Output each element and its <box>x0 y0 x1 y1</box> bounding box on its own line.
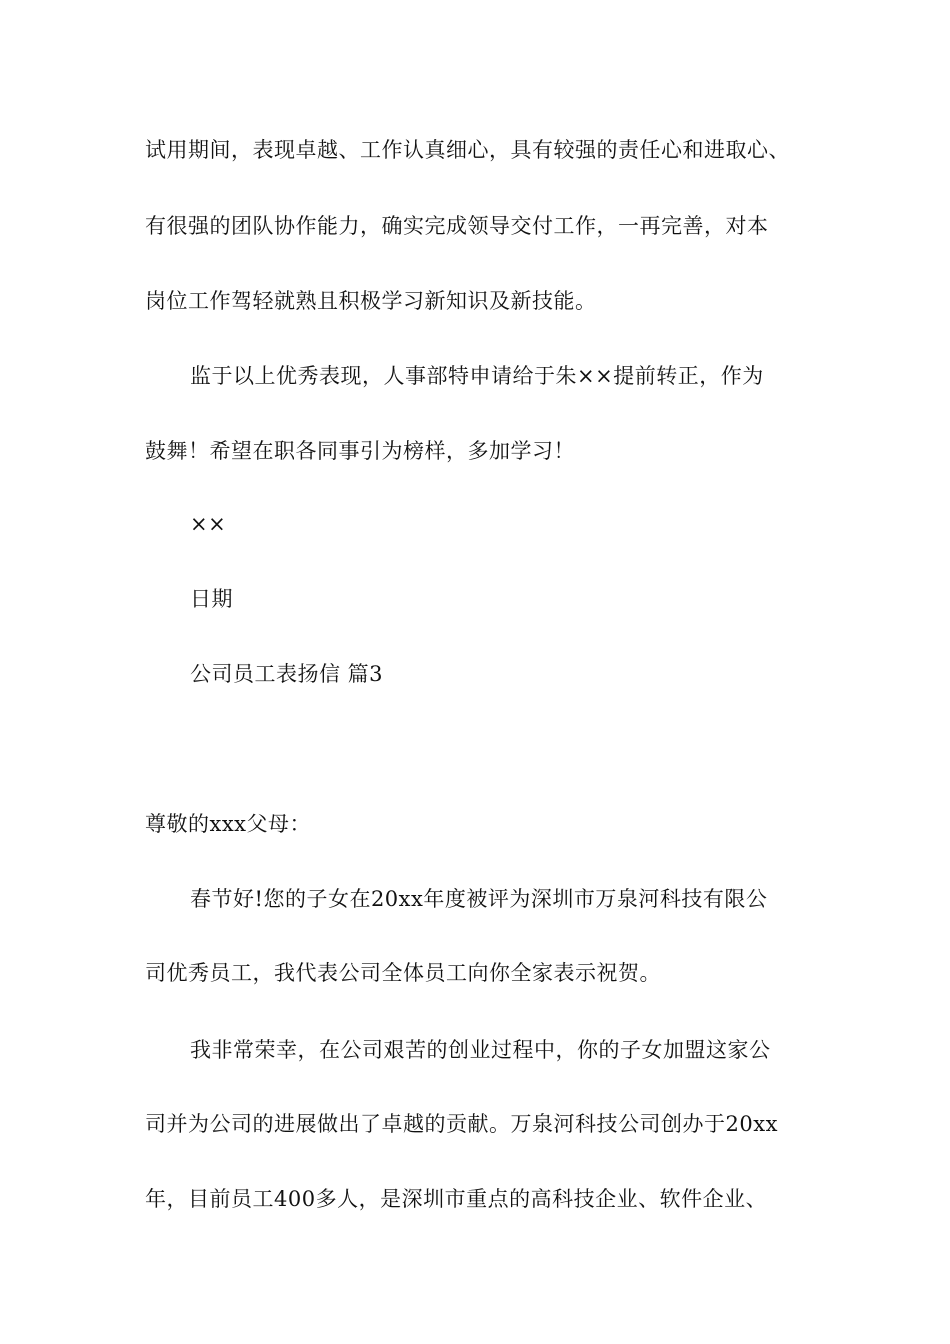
paragraph-line: 司优秀员工，我代表公司全体员工向你全家表示祝贺。 <box>145 961 661 985</box>
salutation: 尊敬的xxx父母： <box>145 812 312 836</box>
signature-name: ×× <box>190 512 227 536</box>
paragraph-line: 春节好!您的子女在20xx年度被评为深圳市万泉河科技有限公 <box>190 887 768 911</box>
signature-date: 日期 <box>190 587 233 611</box>
paragraph-line: 有很强的团队协作能力，确实完成领导交付工作，一再完善，对本 <box>145 214 769 238</box>
paragraph-line: 监于以上优秀表现，人事部特申请给于朱××提前转正，作为 <box>190 364 764 388</box>
paragraph-line: 岗位工作驾轻就熟且积极学习新知识及新技能。 <box>145 289 597 313</box>
paragraph-line: 年，目前员工400多人，是深圳市重点的高科技企业、软件企业、 <box>145 1187 768 1211</box>
paragraph-line: 鼓舞！希望在职各同事引为榜样，多加学习！ <box>145 439 575 463</box>
paragraph-line: 司并为公司的进展做出了卓越的贡献。万泉河科技公司创办于20xx <box>145 1112 778 1136</box>
paragraph-line: 试用期间，表现卓越、工作认真细心，具有较强的责任心和进取心、 <box>145 138 790 162</box>
section-heading: 公司员工表扬信 篇3 <box>190 662 384 686</box>
paragraph-line: 我非常荣幸，在公司艰苦的创业过程中，你的子女加盟这家公 <box>190 1038 771 1062</box>
